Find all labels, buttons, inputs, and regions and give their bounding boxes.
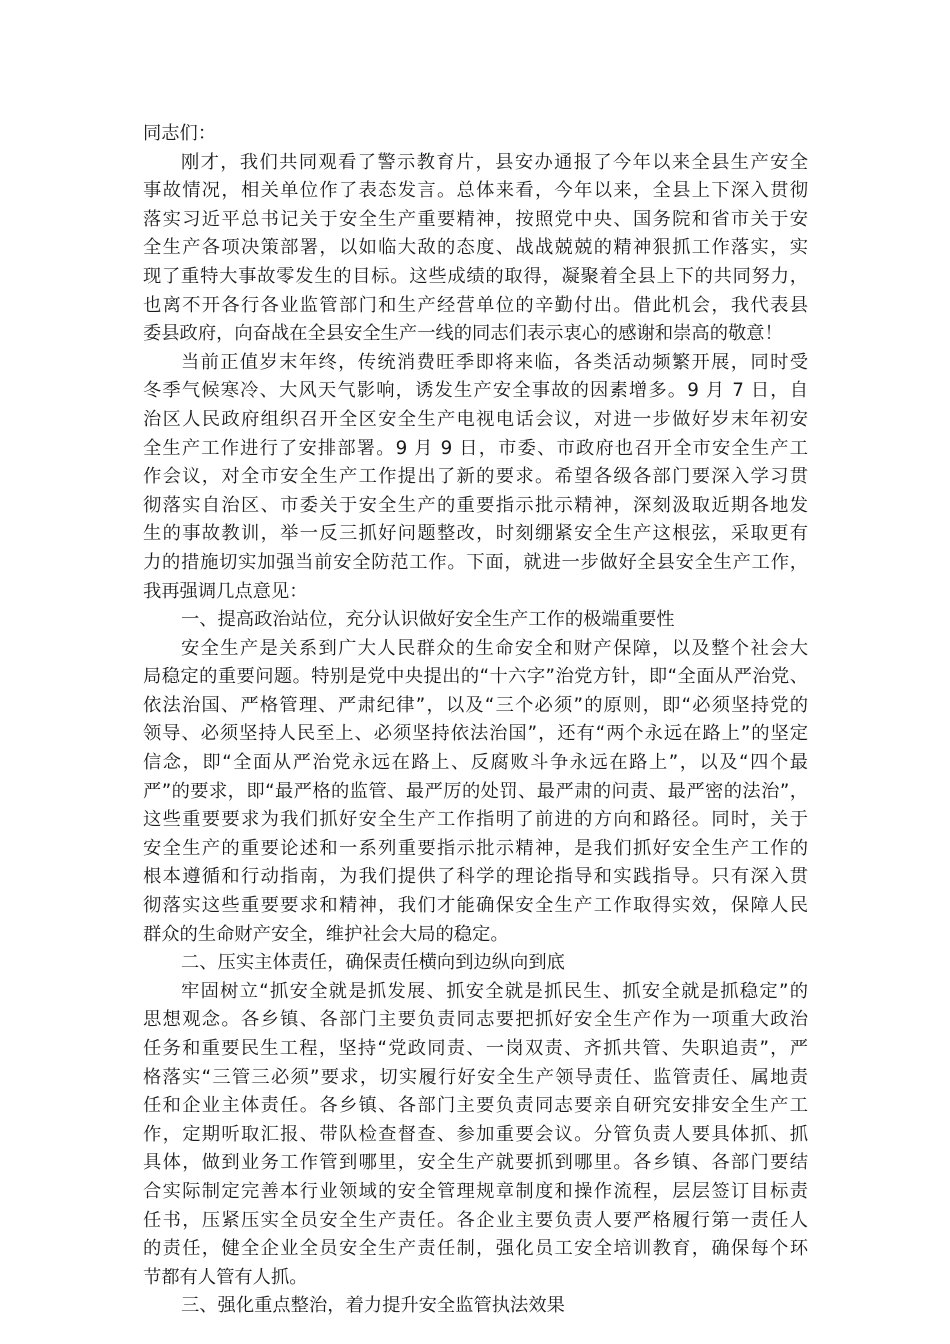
- text-line: 任书，压紧压实全员安全生产责任。各企业主要负责人要严格履行第一责任人: [143, 1209, 808, 1231]
- document-body: [143, 120, 808, 1321]
- text-line: 当前正值岁末年终，传统消费旺季即将来临，各类活动频繁开展，同时受: [181, 351, 808, 373]
- text-line: 任务和重要民生工程，坚持“党政同责、一岗双责、齐抓共管、失职追责”，严: [143, 1038, 808, 1059]
- text-line: 根本遵循和行动指南，为我们提供了科学的理论指导和实践指导。只有深入贯: [143, 866, 808, 888]
- text-line: 作，定期听取汇报、带队检查督查、参加重要会议。分管负责人要具体抓、抓: [143, 1123, 808, 1145]
- text-line: 现了重特大事故零发生的目标。这些成绩的取得，凝聚着全县上下的共同努力，: [143, 265, 808, 287]
- text-line: 三、强化重点整治，着力提升安全监管执法效果: [181, 1295, 565, 1317]
- text-line: 二、压实主体责任，确保责任横向到边纵向到底: [181, 952, 565, 974]
- text-line: 安全生产的重要论述和一系列重要指示批示精神，是我们抓好安全生产工作的: [143, 837, 808, 859]
- text-line: 群众的生命财产安全，维护社会大局的稳定。: [143, 923, 509, 945]
- text-line: 合实际制定完善本行业领域的安全管理规章制度和操作流程，层层签订目标责: [143, 1180, 808, 1202]
- text-line: 事故情况，相关单位作了表态发言。总体来看，今年以来，全县上下深入贯彻: [143, 180, 808, 202]
- text-line: 领导、必须坚持人民至上、必须坚持依法治国”，还有“两个永远在路上”的坚定: [143, 723, 808, 745]
- text-line: 也离不开各行各业监管部门和生产经营单位的辛勤付出。借此机会，我代表县: [143, 294, 808, 316]
- text-line: 一、提高政治站位，充分认识做好安全生产工作的极端重要性: [181, 609, 675, 631]
- text-line: 任和企业主体责任。各乡镇、各部门主要负责同志要亲自研究安排安全生产工: [143, 1095, 808, 1117]
- text-line: 的责任，健全企业全员安全生产责任制，强化员工安全培训教育，确保每个环: [143, 1238, 808, 1260]
- text-line: 信念，即“全面从严治党永远在路上、反腐败斗争永远在路上”，以及“四个最: [143, 752, 808, 774]
- salutation: 同志们：: [143, 123, 217, 144]
- text-line: 依法治国、严格管理、严肃纪律”，以及“三个必须”的原则，即“必须坚持党的: [143, 694, 808, 716]
- text-line: 生的事故教训，举一反三抓好问题整改，时刻绷紧安全生产这根弦，采取更有: [143, 523, 808, 545]
- text-line: 这些重要要求为我们抓好安全生产工作指明了前进的方向和路径。同时，关于: [143, 809, 808, 831]
- text-line: 安全生产是关系到广大人民群众的生命安全和财产保障，以及整个社会大: [181, 637, 808, 659]
- text-line: 彻落实自治区、市委关于安全生产的重要指示批示精神，深刻汲取近期各地发: [143, 494, 808, 516]
- text-line: 具体，做到业务工作管到哪里，安全生产就要抓到哪里。各乡镇、各部门要结: [143, 1152, 808, 1174]
- text-line: 落实习近平总书记关于安全生产重要精神，按照党中央、国务院和省市关于安: [143, 208, 808, 230]
- text-line: 刚才，我们共同观看了警示教育片，县安办通报了今年以来全县生产安全: [181, 151, 808, 173]
- text-line: 全生产工作进行了安排部署。9 月 9 日，市委、市政府也召开全市安全生产工: [143, 437, 808, 459]
- text-line: 作会议，对全市安全生产工作提出了新的要求。希望各级各部门要深入学习贯: [143, 466, 808, 488]
- text-line: 节都有人管有人抓。: [143, 1266, 308, 1288]
- text-line: 彻落实这些重要要求和精神，我们才能确保安全生产工作取得实效，保障人民: [143, 895, 808, 917]
- text-line: 全生产各项决策部署，以如临大敌的态度、战战兢兢的精神狠抓工作落实，实: [143, 237, 808, 259]
- text-line: 严”的要求，即“最严格的监管、最严厉的处罚、最严肃的问责、最严密的法治”，: [143, 780, 808, 802]
- text-line: 冬季气候寒冷、大风天气影响，诱发生产安全事故的因素增多。9 月 7 日，自: [143, 380, 808, 402]
- text-line: 委县政府，向奋战在全县安全生产一线的同志们表示衷心的感谢和崇高的敬意！: [143, 323, 783, 345]
- text-line: 治区人民政府组织召开全区安全生产电视电话会议，对进一步做好岁末年初安: [143, 408, 808, 430]
- text-line: 局稳定的重要问题。特别是党中央提出的“十六字”治党方针，即“全面从严治党、: [143, 666, 808, 688]
- text-line: 力的措施切实加强当前安全防范工作。下面，就进一步做好全县安全生产工作，: [143, 551, 808, 573]
- text-line: 格落实“三管三必须”要求，切实履行好安全生产领导责任、监管责任、属地责: [143, 1066, 808, 1088]
- text-line: 牢固树立“抓安全就是抓发展、抓安全就是抓民生、抓安全就是抓稳定”的: [181, 980, 808, 1002]
- text-line: 我再强调几点意见：: [143, 580, 308, 602]
- text-line: 思想观念。各乡镇、各部门主要负责同志要把抓好安全生产作为一项重大政治: [143, 1009, 808, 1031]
